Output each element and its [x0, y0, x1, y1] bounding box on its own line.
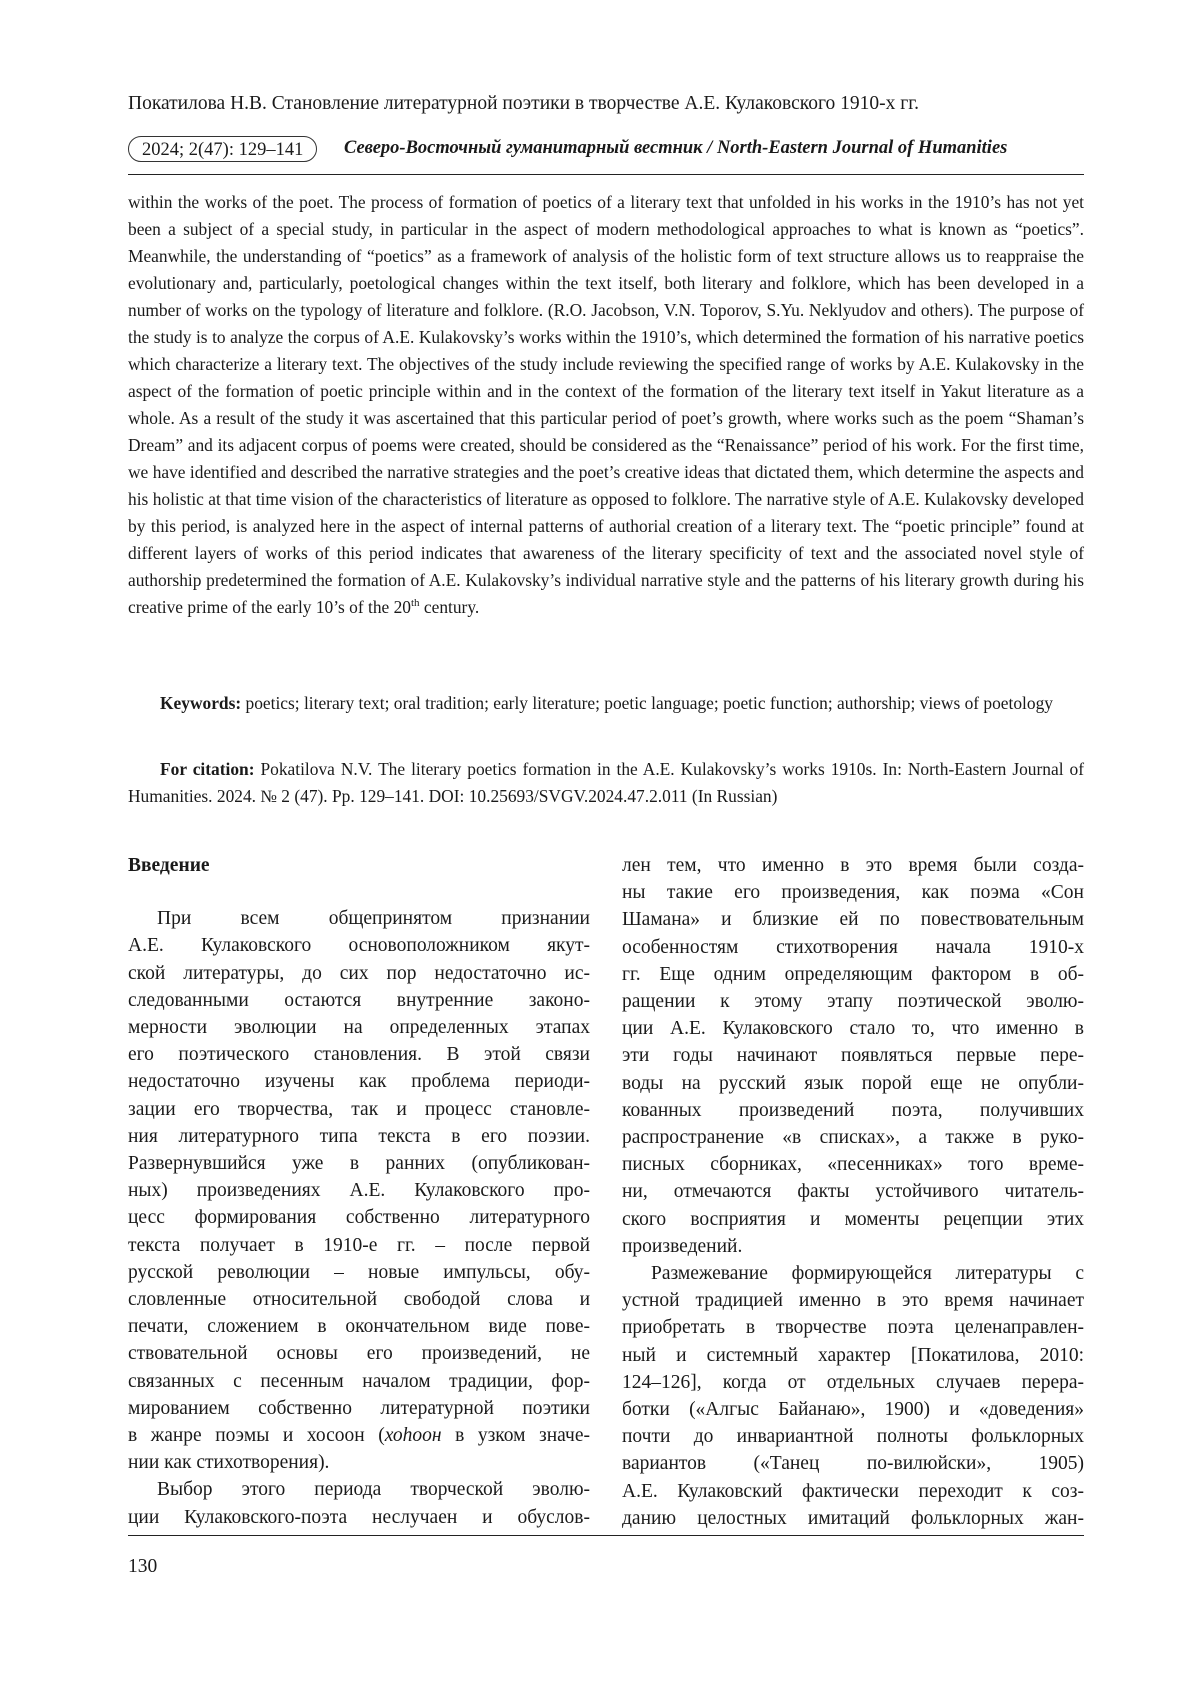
text-segment: в жанре поэмы и хосоон (	[128, 1425, 385, 1447]
text-line: ни, отмечаются факты устойчивого читатель-	[622, 1181, 1084, 1203]
text-line: Шамана» и близкие ей по повествовательным	[622, 909, 1084, 931]
citation-text: Pokatilova N.V. The literary poetics formation in the A.E. Kulakovsky’s works 1910s. In: North-Eastern Journal of Humanities. 2024. № 2 (47). Pp. 129–141. DOI: 10.25693/SVGV.2024.47.2.011 (In Russian)	[128, 759, 1084, 806]
text-line: Развернувшийся уже в ранних (опубликован-	[128, 1153, 590, 1175]
text-line: связанных с песенным началом традиции, фор-	[128, 1370, 590, 1392]
text-line: приобретать в творчестве поэта целенаправлен-	[622, 1317, 1084, 1339]
text-line: писных сборниках, «песенниках» того време-	[622, 1154, 1084, 1176]
text-line: ции Кулаковского-поэта неслучаен и обуслов-	[128, 1506, 590, 1528]
section-heading: Введение	[128, 855, 210, 876]
text-line: недостаточно изучены как проблема периоди-	[128, 1071, 590, 1093]
abstract-sup: th	[410, 597, 420, 610]
text-line: ный и системный характер [Покатилова, 2010:	[622, 1344, 1084, 1366]
text-line: нии как стихотворения).	[128, 1452, 330, 1474]
citation	[128, 756, 1084, 810]
text-line: А.Е. Кулаковского основоположником якут-	[128, 935, 590, 957]
text-line: зации его творчества, так и процесс становле-	[128, 1098, 590, 1120]
text-line: мерности эволюции на определенных этапах	[128, 1017, 590, 1039]
text-line: ных) произведениях А.Е. Кулаковского про-	[128, 1180, 590, 1202]
abstract-text: within the works of the poet. The process of formation of poetics of a literary text that unfolded in his works in the 1910’s has not yet been a subject of a special study, in particular in the aspect of modern methodological approaches to what is known as “poetics”. Meanwhile, the understanding of “poetics” as a framework of analysis of the holistic form of text structure allows us to reappraise the evolutionary and, particularly, poetological changes within the text itself, both literary and folklore, which has been developed in a number of works on the typology of literature and folklore. (R.O. Jacobson, V.N. Toporov, S.Yu. Neklyudov and others). The purpose of the study is to analyze the corpus of A.E. Kulakovsky’s works within the 1910’s, which determined the formation of his narrative poetics which characterize a literary text. The objectives of the study include reviewing the specified range of works by A.E. Kulakovsky in the aspect of the formation of poetic principle within and in the context of the formation of the literary text itself in Yakut literature as a whole. As a result of the study it was ascertained that this particular period of poet’s growth, where works such as the poem “Shaman’s Dream” and its adjacent corpus of poems were created, should be considered as the “Renaissance” period of his work. For the first time, we have identified and described the narrative strategies and the poet’s creative ideas that dictated them, which determine the aspects and his holistic at that time vision of the characteristics of literature as opposed to folklore. The narrative style of A.E. Kulakovsky developed by this period, is analyzed here in the aspect of internal patterns of authorial creation of a literary text. The “poetic principle” found at different layers of works of this period indicates that awareness of the literary specificity of text and the associated novel style of authorship predetermined the formation of A.E. Kulakovsky’s individual narrative style and the patterns of his literary growth during his creative prime of the early 10’s of the 20	[128, 192, 1084, 617]
text-line: словленные относительной свободой слова и	[128, 1289, 590, 1311]
page-number: 130	[128, 1556, 158, 1577]
right-column	[622, 852, 1084, 1532]
text-line: ращении к этому этапу поэтической эволю-	[622, 991, 1084, 1013]
keywords	[128, 690, 1084, 717]
text-line: Выбор этого периода творческой эволю-	[157, 1479, 590, 1501]
abstract-tail: century.	[419, 597, 480, 617]
text-line: произведений.	[622, 1235, 743, 1257]
text-line: почти до инвариантной полноты фольклорных	[622, 1426, 1084, 1448]
text-line: ской литературы, до сих пор недостаточно ис-	[128, 962, 590, 984]
text-line: текста получает в 1910-е гг. – после первой	[128, 1234, 590, 1256]
header-rule	[128, 174, 1084, 175]
left-paragraph-2	[128, 1476, 590, 1530]
text-line: устной традицией именно в это время начинает	[622, 1290, 1084, 1312]
abstract	[128, 189, 1084, 621]
text-line: ния литературного типа текста в его поэзии.	[128, 1125, 590, 1147]
text-line: При всем общепринятом признании	[157, 908, 590, 930]
text-line	[128, 1422, 590, 1449]
text-line: распространение «в списках», а также в руко-	[622, 1127, 1084, 1149]
right-paragraph-2	[622, 1260, 1084, 1532]
text-line: ботки («Алгыс Байанаю», 1900) и «доведения»	[622, 1399, 1084, 1421]
text-line: данию целостных имитаций фольклорных жан-	[622, 1507, 1084, 1529]
citation-label: For citation:	[160, 759, 255, 779]
text-line: следованными остаются внутренние законо-	[128, 989, 590, 1011]
running-title: Покатилова Н.В. Становление литературной поэтики в творчестве А.Е. Кулаковского 1910-х гг.	[128, 93, 919, 114]
text-line: его поэтического становления. В этой связи	[128, 1044, 590, 1066]
text-line: печати, сложением в окончательном виде пове-	[128, 1316, 590, 1338]
text-line: эти годы начинают появляться первые пере-	[622, 1045, 1084, 1067]
text-line: Размежевание формирующейся литературы с	[651, 1263, 1084, 1285]
text-line: цесс формирования собственно литературного	[128, 1207, 590, 1229]
left-column	[128, 852, 590, 1531]
text-line: лен тем, что именно в это время были созда-	[622, 855, 1084, 876]
text-line: гг. Еще одним определяющим фактором в об-	[622, 963, 1084, 985]
text-line: ны такие его произведения, как поэма «Сон	[622, 882, 1084, 904]
text-line: 124–126], когда от отдельных случаев перера-	[622, 1371, 1084, 1393]
text-line: воды на русский язык порой еще не опубли-	[622, 1072, 1084, 1094]
journal-name: Северо-Восточный гуманитарный вестник / North-Eastern Journal of Humanities	[344, 138, 1008, 158]
footer-rule	[128, 1535, 1084, 1536]
keywords-label: Keywords:	[160, 693, 242, 713]
text-line: кованных произведений поэта, получивших	[622, 1099, 1084, 1121]
text-line: особенностям стихотворения начала 1910-х	[622, 936, 1084, 958]
text-line: вариантов («Танец по-вилюйски», 1905)	[622, 1453, 1084, 1475]
issue-badge: 2024; 2(47): 129–141	[128, 136, 317, 162]
left-paragraph-1	[128, 905, 590, 1476]
text-line: ского восприятия и моменты рецепции этих	[622, 1208, 1084, 1230]
right-paragraph-1	[622, 852, 1084, 1260]
text-line: русской революции – новые импульсы, обу-	[128, 1261, 590, 1283]
text-line: ции А.Е. Кулаковского стало то, что именно в	[622, 1018, 1084, 1040]
text-line: А.Е. Кулаковский фактически переходит к соз-	[622, 1480, 1084, 1502]
keywords-text: poetics; literary text; oral tradition; early literature; poetic language; poetic function; authorship; views of poetology	[241, 693, 1053, 713]
text-segment: в узком значе-	[441, 1425, 590, 1447]
text-line: ствовательной основы его произведений, не	[128, 1343, 590, 1365]
text-line: мированием собственно литературной поэтики	[128, 1397, 590, 1419]
italic-term: хоhоон	[384, 1425, 442, 1447]
